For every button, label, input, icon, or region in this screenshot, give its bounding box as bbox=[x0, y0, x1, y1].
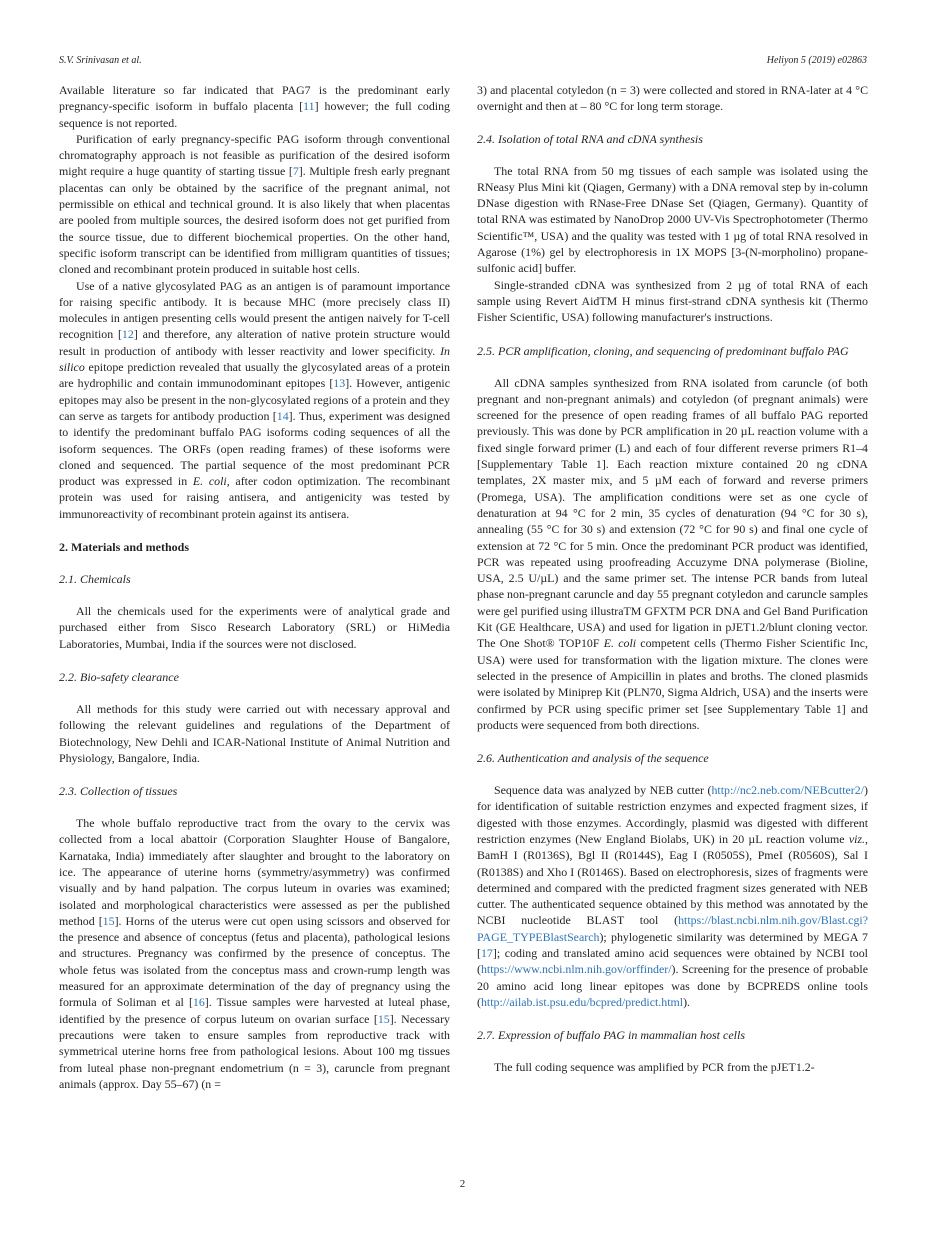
text: ]; coding and translated amino acid sequences were obtained by NCBI tool ( bbox=[477, 946, 868, 977]
paragraph-rna-isolation: The total RNA from 50 mg tissues of each sample was isolated using the RNeasy Plus Mini kit (Qiagen, Germany) with a DNA removal step by in-column DNase digestion with RNase-Free DNase Set (Qiagen, Germany). Quantity of total RNA was estimated by NanoDrop 2000 UV-Vis Spectrophotometer (Thermo Scientific™, USA) and the quality was tested with 1 µg of total RNA resolved in Agarose (1%) gel by electrophoresis in 1X MOPS [3-(N-morpholino) propane-sulfonic acid] buffer. bbox=[477, 163, 868, 276]
text: ] and therefore, any alteration of native protein structure would result in production of antibody with lesser reactivity and lower specificity. bbox=[59, 327, 451, 358]
text: ]. However, antigenic epitopes may also be present in the non-glycosylated regions of a protein and they can serve as targets for antibody production [ bbox=[59, 376, 450, 423]
text: ]. Necessary precautions were taken to ensure samples from reproductive track with symmetrical uterine horns free from pathological lesions. About 100 mg tissues from luteal phase non-pregnant endometrium (n = 3), caruncle from pregnant animals (approx. Day 55–67) (n = bbox=[59, 1011, 450, 1091]
blast-link[interactable]: https://blast.ncbi.nlm.nih.gov/Blast.cgi?PAGE_TYPEBlastSearch bbox=[477, 913, 868, 944]
citation-link[interactable]: 16 bbox=[192, 995, 205, 1010]
running-head bbox=[59, 55, 867, 69]
text: ]. Tissue samples were harvested at luteal phase, identified by the presence of corpus luteum on ovarian surface [ bbox=[59, 995, 450, 1026]
paragraph-expression: The full coding sequence was amplified by PCR from the pJET1.2- bbox=[494, 1060, 815, 1075]
page-number: 2 bbox=[459, 1178, 466, 1190]
paragraph-purification bbox=[59, 131, 450, 278]
subsection-heading-collection: 2.3. Collection of tissues bbox=[59, 784, 178, 799]
left-column bbox=[59, 82, 450, 1092]
running-head-journal: Heliyon 5 (2019) e02863 bbox=[766, 55, 867, 66]
orffinder-link[interactable]: https://www.ncbi.nlm.nih.gov/orffinder/ bbox=[480, 962, 672, 977]
subsection-heading-biosafety: 2.2. Bio-safety clearance bbox=[59, 669, 179, 684]
text: Available literature so far indicated that PAG7 is the predominant early pregnancy-specific isoform in buffalo placenta [ bbox=[59, 83, 450, 114]
text: ]. Horns of the uterus were cut open using scissors and observed for the presence and absence of conceptus (fetus and placenta), pathological lesions and structures. Pregnancy was confirmed by the presence of conceptus. The whole fetus was isolated from the conceptus mass and crown-rump length was measured for an approximate determination of the day of pregnancy using the formula of Soliman et al [ bbox=[59, 913, 450, 1010]
paragraph-collection-continued: 3) and placental cotyledon (n = 3) were collected and stored in RNA-later at 4 °C overnight and then at – 80 °C for long term storage. bbox=[477, 83, 868, 114]
citation-link[interactable]: 15 bbox=[377, 1011, 390, 1026]
citation-link[interactable]: 17 bbox=[480, 946, 493, 961]
text: Use of a native glycosylated PAG as an antigen is of paramount importance for raising specific antibody. It is because MHC (more precisely class II) molecules in antigen presenting cells would present the antigen naively for T-cell recognition [ bbox=[59, 278, 450, 342]
subsection-heading-expression: 2.7. Expression of buffalo PAG in mammalian host cells bbox=[477, 1028, 745, 1043]
subsection-heading-isolation: 2.4. Isolation of total RNA and cDNA synthesis bbox=[477, 131, 703, 146]
bcpred-link[interactable]: http://ailab.ist.psu.edu/bcpred/predict.html bbox=[480, 994, 684, 1009]
paragraph-intro-pag7 bbox=[59, 82, 450, 131]
text: , after codon optimization. The recombinant protein was used for raising antisera, and antigenicity was tested by immunoreactivity of recombinant protein against its antisera. bbox=[59, 474, 450, 521]
text: Purification of early pregnancy-specific PAG isoform through conventional chromatography approach is not feasible as purification of the desired isoform might require a huge quantity of starting tissue [ bbox=[59, 131, 450, 179]
text: ]. Multiple fresh early pregnant placentas can only be obtained by the sacrifice of the pregnant animal, not permissible on ethical and technical ground. It is also likely that when placentas are pooled from multiple sources, the desired isoform does not get purified from the source tissue, due to different biochemical properties. On the other hand, specific isoform transcript can be identified from milligram quantities of tissues; cloned and recombinant protein produced in suitable host cells. bbox=[59, 164, 450, 277]
paragraph-glycosylated-antigen bbox=[59, 278, 450, 522]
paragraph-authentication bbox=[477, 782, 868, 1010]
paragraph-chemicals: All the chemicals used for the experiments were of analytical grade and purchased either from Sisco Research Laboratory (SRL) or HiMedia Laboratories, Mumbai, India if the sources were not disclosed. bbox=[59, 604, 450, 651]
italic-text: E. coli bbox=[603, 636, 637, 651]
text: ). Screening for the presence of probable 20 amino acid long linear epitopes was done by BCPREDS online tools ( bbox=[477, 962, 868, 1009]
text: ). bbox=[683, 994, 691, 1009]
text: Sequence data was analyzed by NEB cutter ( bbox=[494, 783, 712, 798]
text: , BamH I (R0136S), Bgl II (R0144S), Eag I (R0505S), PmeI (R0560S), Sal I (R0138S) and Xho I (R0146S). Based on electrophoresis, sizes of fragments were determined and compared with the predicted fragment sizes generated with NEB cutter. The authenticated sequence obtained by this method was annotated by the NCBI nucleotide BLAST tool ( bbox=[477, 831, 868, 928]
paragraph-biosafety: All methods for this study were carried out with necessary approval and following the relevant guidelines and regulations of the Department of Biotechnology, New Dehli and ICAR-National Institute of Animal Nutrition and Physiology, Bangalore, India. bbox=[59, 701, 450, 765]
citation-link[interactable]: 12 bbox=[121, 327, 134, 342]
right-column bbox=[477, 82, 868, 1076]
text: ] however; the full coding sequence is not reported. bbox=[59, 99, 450, 130]
paragraph-pcr bbox=[477, 375, 868, 734]
italic-text: viz. bbox=[848, 831, 866, 846]
text: The whole buffalo reproductive tract from the ovary to the cervix was collected from a local abattoir (Corporation Slaughter House of Bangalore, Karnataka, India) immediately after slaughter and brought to the laboratory on ice. The appearance of uterine horns (symmetry/asymmetry) was confirmed visually and by hand palpation. The corpus luteum in ovaries was examined; isolated and morphological characteristics were assessed as per the published method [ bbox=[59, 816, 450, 928]
citation-link[interactable]: 11 bbox=[303, 99, 315, 114]
running-head-authors: S.V. Srinivasan et al. bbox=[59, 55, 142, 66]
text: epitope prediction revealed that usually the glycosylated areas of a protein are hydrophilic and contain immunodominant epitopes [ bbox=[59, 360, 450, 391]
italic-text: E. coli bbox=[192, 474, 227, 489]
citation-link[interactable]: 7 bbox=[292, 164, 299, 179]
text: ); phylogenetic similarity was determined by MEGA 7 [ bbox=[477, 929, 868, 961]
text: All cDNA samples synthesized from RNA isolated from caruncle (of both pregnant and non-pregnant animals) and cotyledon (of pregnant animals) were screened for the presence of open reading frames of all buffalo PAG reported previously. This was done by PCR amplification in 20 µL reaction volume with a fixed single forward primer (L) and each of four different reverse primers R1–4 [Supplementary Table 1]. Each reaction mixture contained 20 ng cDNA templates, 2X master mix, and 5 µM each of forward and reverse primers (Promega, USA). The amplification conditions were set as one cycle of denaturation at 94 °C for 2 min, 35 cycles of denaturation (94 °C for 30 s), annealing (55 °C for 30 s) and extension (72 °C for 90 s) and final one cycle of extension at 72 °C for 5 min. Once the predominant PCR product was identified, PCR was repeated using proofreading Accuzyme DNA polymerase (Bioline, USA, 2.5 U/µL) and the same primer set. The intense PCR bands from luteal phase non-pregnant caruncle and day 55 pregnant cotyledon and caruncle samples were gel purified using illustraTM GFXTM PCR DNA and Gel Band Purification Kit (GE Healthcare, USA) and used for ligation in pJET1.2/blunt cloning vector. The One Shot® TOP10F bbox=[477, 375, 868, 651]
nebcutter-link[interactable]: http://nc2.neb.com/NEBcutter2/ bbox=[711, 783, 865, 798]
citation-link[interactable]: 15 bbox=[102, 913, 115, 928]
subsection-heading-pcr: 2.5. PCR amplification, cloning, and sequencing of predominant buffalo PAG bbox=[477, 343, 849, 358]
section-heading-materials: 2. Materials and methods bbox=[59, 540, 189, 555]
paragraph-collection bbox=[59, 815, 450, 1092]
italic-text: In silico bbox=[59, 343, 450, 375]
text: ]. Thus, experiment was designed to identify the predominant buffalo PAG isoforms coding sequences of all the isoform sequences. The ORFs (open reading frames) of these isoforms were cloned and sequenced. The partial sequence of the most predominant PCR product was expressed in bbox=[59, 408, 451, 489]
citation-link[interactable]: 13 bbox=[333, 376, 346, 391]
citation-link[interactable]: 14 bbox=[276, 408, 289, 423]
subsection-heading-chemicals: 2.1. Chemicals bbox=[59, 572, 131, 587]
text: ) for identification of suitable restriction enzymes and expected fragment sizes, if digested with those enzymes. Accordingly, plasmid was digested with different restriction enzymes (New England Biolabs, UK) in 20 µL reaction volume bbox=[477, 783, 868, 846]
text: competent cells (Thermo Fisher Scientific Inc, USA) were used for transformation with the ligation mixture. The clones were selected in the presence of Ampicillin in plates and broths. The cloned plasmids were isolated by Miniprep Kit (PLN70, Sigma Aldrich, USA) and the inserts were confirmed by PCR using specific primer set [see Supplementary Table 1] and products were sequenced from both directions. bbox=[477, 636, 868, 732]
subsection-heading-authentication: 2.6. Authentication and analysis of the sequence bbox=[477, 751, 709, 766]
paragraph-cdna-synthesis: Single-stranded cDNA was synthesized from 2 µg of total RNA of each sample using Revert AidTM H minus first-strand cDNA synthesis kit (Thermo Fisher Scientific, USA) following manufacturer's instructions. bbox=[477, 277, 868, 325]
